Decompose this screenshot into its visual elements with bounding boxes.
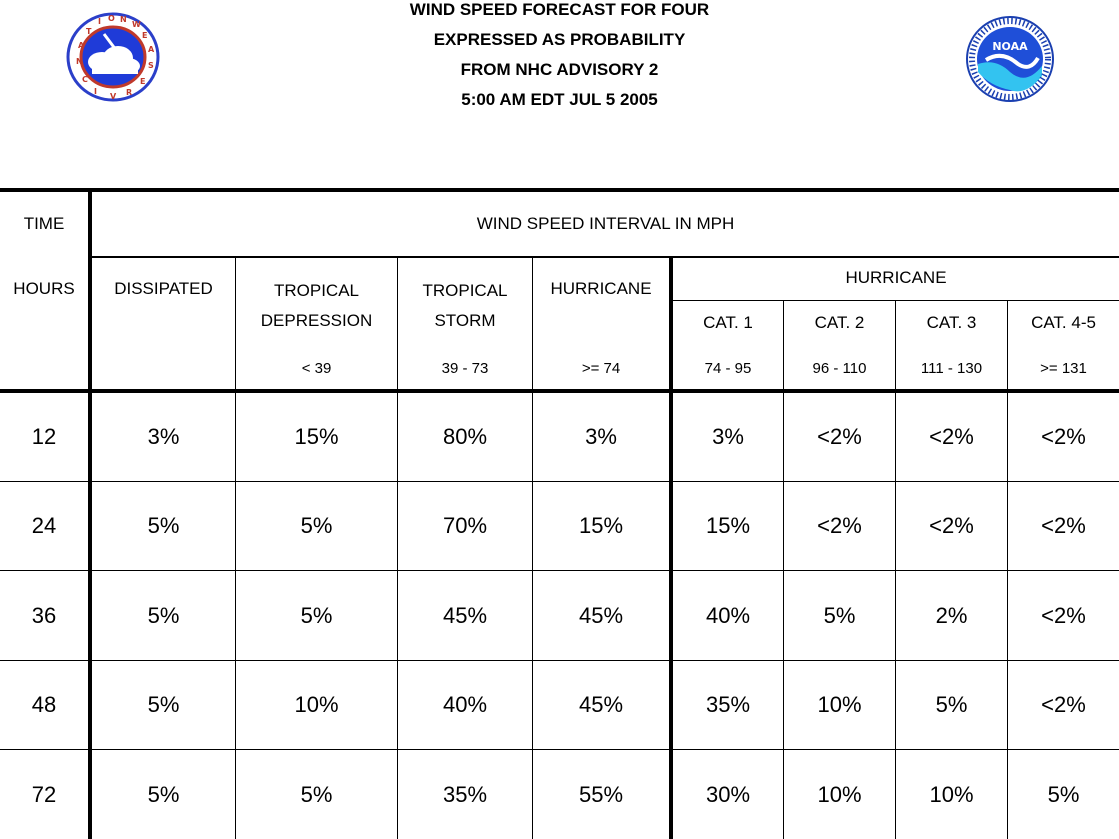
probability-cell: <2% <box>929 424 974 449</box>
col-header-td-line2: DEPRESSION <box>260 311 373 330</box>
probability-cell: 55% <box>578 781 624 807</box>
col-header-ts-line2: STORM <box>434 311 496 330</box>
probability-cell: 5% <box>147 781 180 807</box>
probability-cell: 10% <box>929 781 974 807</box>
col-header-dissipated: DISSIPATED <box>114 279 213 298</box>
probability-cell: 5% <box>147 513 180 538</box>
probability-cell: 15% <box>705 513 751 538</box>
probability-cell: <2% <box>1041 513 1086 538</box>
probability-cell: 10% <box>817 781 862 807</box>
probability-cell: 5% <box>300 781 333 807</box>
probability-cell: 3% <box>147 424 180 449</box>
probability-cell: 5% <box>935 692 968 717</box>
title-line-1: WIND SPEED FORECAST FOR FOUR <box>409 0 710 19</box>
cat45-range: >= 131 <box>1040 359 1087 377</box>
svg-text:E: E <box>140 77 146 86</box>
probability-cell: 40% <box>705 602 751 628</box>
svg-text:T: T <box>86 27 92 36</box>
col-header-hurricane: HURRICANE <box>550 279 652 298</box>
svg-text:C: C <box>82 75 88 84</box>
svg-text:I: I <box>94 87 97 96</box>
col-header-ts-line1: TROPICAL <box>422 281 508 300</box>
col-range-hurricane: >= 74 <box>581 359 621 377</box>
title-line-3: FROM NHC ADVISORY 2 <box>460 60 659 79</box>
probability-cell: 5% <box>1047 781 1080 807</box>
noaa-logo-text: NOAA <box>992 40 1028 53</box>
probability-cell: 70% <box>442 513 488 538</box>
svg-text:E: E <box>142 31 148 40</box>
hour-cell: 12 <box>31 424 57 449</box>
col-header-td-line1: TROPICAL <box>273 281 360 300</box>
svg-text:N: N <box>120 15 127 24</box>
interval-header: WIND SPEED INTERVAL IN MPH <box>476 214 735 233</box>
hurricane-group-header: HURRICANE <box>845 268 947 287</box>
probability-cell: 35% <box>705 692 751 717</box>
probability-cell: <2% <box>929 513 974 538</box>
svg-text:A: A <box>78 41 85 50</box>
probability-cell: 45% <box>578 602 624 628</box>
cat3-range: 111 - 130 <box>920 359 983 377</box>
svg-text:W: W <box>132 20 141 29</box>
probability-cell: 10% <box>817 692 862 717</box>
probability-cell: 5% <box>147 692 180 717</box>
probability-cell: 45% <box>578 692 624 717</box>
cat45-header: CAT. 4-5 <box>1031 313 1096 332</box>
probability-cell: 5% <box>300 513 333 538</box>
cat1-range: 74 - 95 <box>704 359 752 377</box>
cat2-header: CAT. 2 <box>814 313 865 332</box>
noaa-logo-icon <box>966 16 1054 102</box>
probability-cell: 10% <box>294 692 339 717</box>
probability-cell: 5% <box>147 602 180 628</box>
probability-cell: 15% <box>578 513 624 538</box>
probability-cell: 5% <box>300 602 333 628</box>
svg-text:N: N <box>76 57 83 66</box>
probability-cell: <2% <box>817 424 862 449</box>
svg-text:I: I <box>98 17 101 26</box>
cat2-range: 96 - 110 <box>812 359 867 377</box>
probability-cell: <2% <box>1041 602 1086 628</box>
title-line-2: EXPRESSED AS PROBABILITY <box>433 30 686 49</box>
probability-cell: 40% <box>442 692 488 717</box>
time-header: TIME <box>23 214 65 233</box>
svg-text:V: V <box>110 92 117 101</box>
probability-cell: 80% <box>442 424 488 449</box>
probability-cell: <2% <box>817 513 862 538</box>
probability-cell: 2% <box>935 602 968 628</box>
probability-cell: 15% <box>294 424 339 449</box>
svg-text:R: R <box>126 88 133 97</box>
probability-cell: 3% <box>712 424 744 449</box>
probability-cell: <2% <box>1041 692 1086 717</box>
header-divider <box>89 256 1119 258</box>
col-range-ts: 39 - 73 <box>441 359 489 377</box>
hour-cell: 48 <box>31 692 57 717</box>
probability-cell: <2% <box>1041 424 1086 449</box>
title-line-4: 5:00 AM EDT JUL 5 2005 <box>461 90 658 109</box>
probability-cell: 5% <box>823 602 856 628</box>
probability-cell: 35% <box>442 781 488 807</box>
col-range-td: < 39 <box>301 359 332 377</box>
probability-cell: 3% <box>585 424 617 449</box>
hour-cell: 72 <box>31 781 57 807</box>
svg-text:S: S <box>148 61 154 70</box>
hour-cell: 36 <box>31 602 57 628</box>
svg-text:O: O <box>108 14 115 23</box>
nws-logo-icon <box>66 12 160 102</box>
cat3-header: CAT. 3 <box>926 313 977 332</box>
hours-header: HOURS <box>13 279 75 298</box>
cat1-header: CAT. 1 <box>703 313 753 332</box>
probability-cell: 30% <box>705 781 751 807</box>
hour-cell: 24 <box>31 513 57 538</box>
probability-cell: 45% <box>442 602 488 628</box>
svg-text:A: A <box>148 45 155 54</box>
